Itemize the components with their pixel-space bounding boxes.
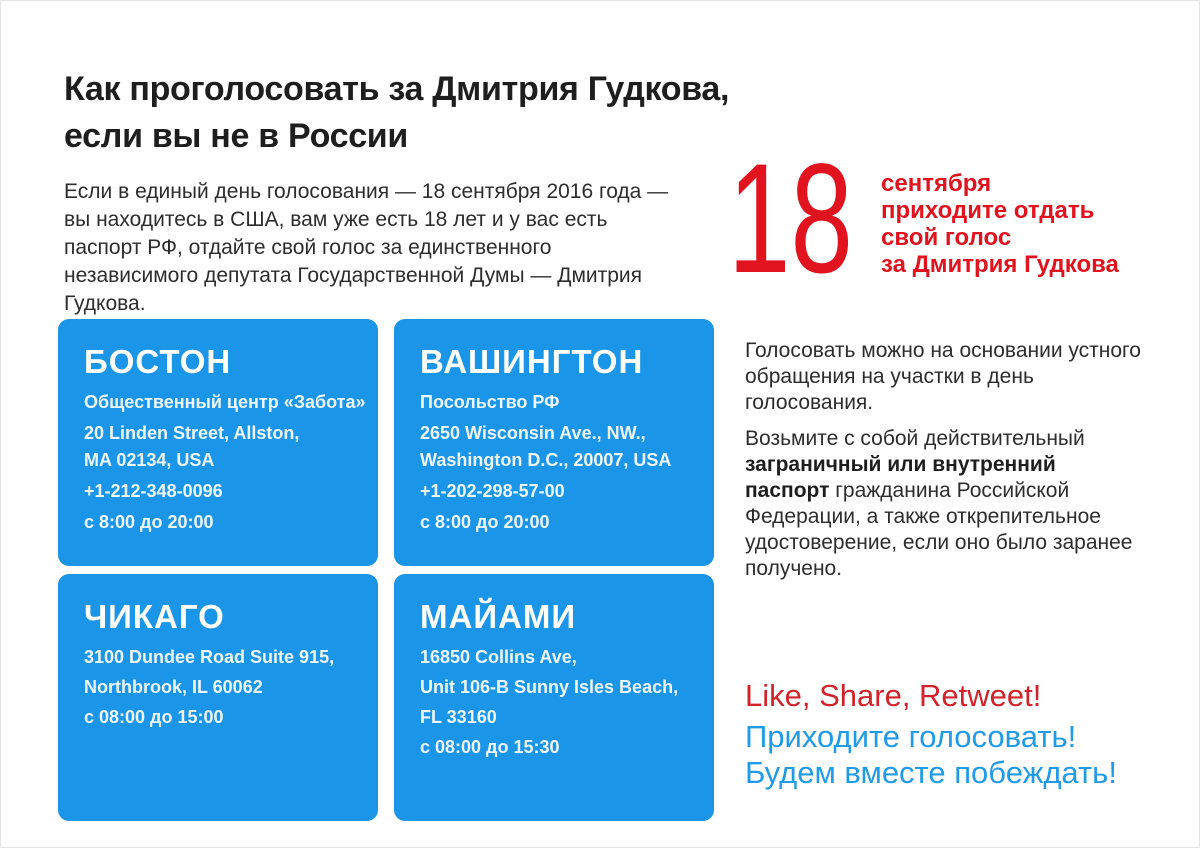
- address-line: 16850 Collins Ave,: [420, 647, 577, 667]
- hours-line: с 08:00 до 15:30: [420, 737, 560, 757]
- hours-line: с 8:00 до 20:00: [84, 512, 214, 532]
- address-line: Washington D.C., 20007, USA: [420, 450, 672, 470]
- hours-line: с 08:00 до 15:00: [84, 707, 224, 727]
- address-line: FL 33160: [420, 707, 497, 727]
- city-name: ВАШИНГТОН: [420, 343, 644, 380]
- page-title: [64, 66, 729, 160]
- venue-line: Посольство РФ: [420, 392, 560, 412]
- passport-bold-text: заграничный или внутренний паспорт: [745, 453, 1056, 502]
- hours-line: с 8:00 до 20:00: [420, 512, 550, 532]
- page-title-line-2: если вы не в России: [64, 116, 409, 155]
- info-paragraph-1: Голосовать можно на основании устного обращения на участки в день голосования.: [745, 339, 1141, 414]
- phone-line: +1-202-298-57-00: [420, 481, 565, 501]
- info-paragraph-2-post: гражданина Российской Федерации, а также открепительное удостоверение, если оно было заранее получено.: [745, 479, 1133, 580]
- vote-cta: [745, 719, 1117, 791]
- intro-paragraph: Если в единый день голосования — 18 сентября 2016 года — вы находитесь в США, вам уже есть 18 лет и у вас есть паспорт РФ, отдайте свой голос за единственного независимого депутата Государственной Думы — Дмитрия Гудкова.: [64, 180, 669, 315]
- date-callout: [881, 170, 1119, 278]
- city-name: ЧИКАГО: [84, 598, 225, 635]
- city-name: МАЙАМИ: [420, 598, 577, 635]
- info-paragraph-2: [745, 426, 1145, 582]
- address-line: 3100 Dundee Road Suite 915,: [84, 647, 335, 667]
- social-cta-line: Like, Share, Retweet!: [745, 678, 1042, 713]
- card-boston: [58, 319, 378, 566]
- address-line: Unit 106-B Sunny Isles Beach,: [420, 677, 679, 697]
- city-name: БОСТОН: [84, 343, 232, 380]
- date-day: 18: [728, 132, 853, 306]
- card-washington: [394, 319, 714, 566]
- venue-line: Общественный центр «Забота»: [84, 392, 366, 412]
- page-title-line-1: Как проголосовать за Дмитрия Гудкова,: [64, 69, 730, 108]
- date-line: за Дмитрия Гудкова: [881, 251, 1119, 278]
- card-miami: [394, 574, 714, 821]
- vote-cta-line-1: Приходите голосовать!: [745, 719, 1077, 754]
- address-line: Northbrook, IL 60062: [84, 677, 263, 697]
- address-line: 20 Linden Street, Allston,: [84, 423, 300, 443]
- info-paragraph-2-pre: Возьмите с собой действительный: [745, 427, 1085, 450]
- date-line: сентября: [881, 170, 992, 197]
- address-line: 2650 Wisconsin Ave., NW.,: [420, 423, 646, 443]
- phone-line: +1-212-348-0096: [84, 481, 223, 501]
- vote-cta-line-2: Будем вместе побеждать!: [745, 755, 1117, 790]
- address-line: MA 02134, USA: [84, 450, 215, 470]
- card-chicago: [58, 574, 378, 821]
- date-line: свой голос: [881, 224, 1012, 251]
- date-line: приходите отдать: [881, 197, 1095, 224]
